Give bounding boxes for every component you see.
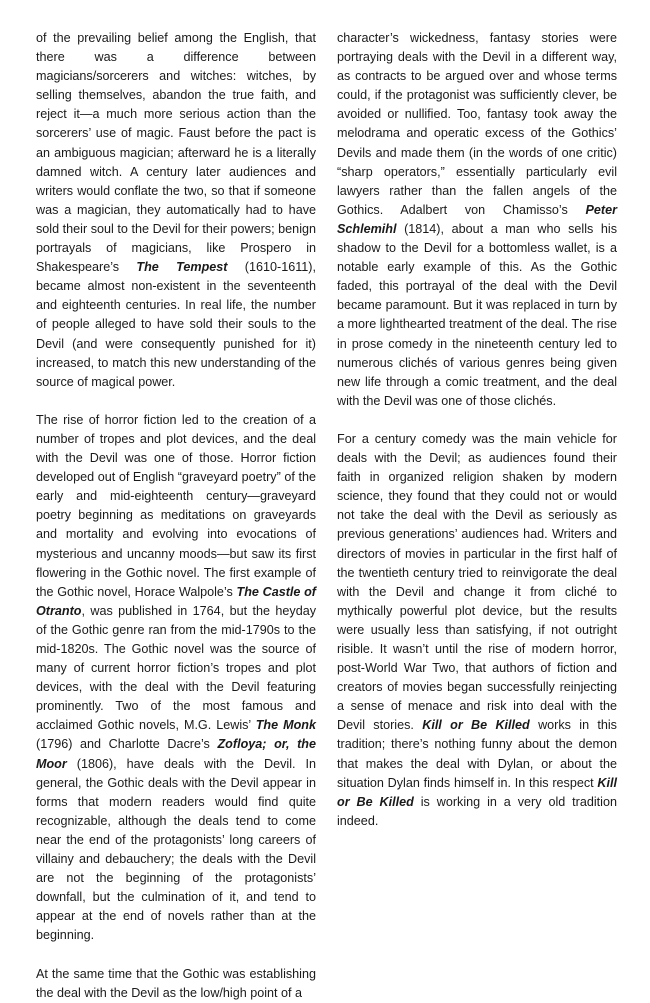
work-title: Peter Schlemihl: [337, 202, 617, 236]
paragraph: [36, 411, 316, 946]
body-text: (1814), about a man who sells his shadow to the Devil for a bottomless wallet, is a notable early example of this. As the Gothic faded, this portrayal of the deal with the Devil became paramount. But it was replaced in turn by a more lighthearted treatment of the deal. The rise in prose comedy in the nineteenth century led to numerous clichés of various genres being given new life through a comic treatment, and the deal with the Devil was one of those clichés.: [337, 221, 617, 408]
work-title: Kill or Be Killed: [422, 718, 530, 733]
right-column: [337, 29, 617, 831]
left-column: [36, 29, 316, 1003]
work-title: The Tempest: [136, 260, 228, 275]
paragraph: [337, 430, 617, 831]
paragraph: [36, 965, 316, 1003]
body-text: At the same time that the Gothic was establishing the deal with the Devil as the low/high point of a: [36, 966, 316, 1000]
body-text: The rise of horror fiction led to the creation of a number of tropes and plot devices, and the deal with the Devil was one of those. Horror fiction developed out of English “graveyard poetry” of the early and mid-eighteenth century—graveyard poetry beginning as meditations on graveyards and mortality and evolving into evocations of mysterious and uncanny moods—but saw its first flowering in the Gothic novel. The first example of the Gothic novel, Horace Walpole’s: [36, 412, 316, 599]
body-text: character’s wickedness, fantasy stories were portraying deals with the Devil in a different way, as contracts to be argued over and whose terms could, if the protagonist was sufficiently clever, be avoided or nullified. Too, fantasy took away the melodrama and operatic excess of the Gothics’ Devils and made them (in the words of one critic) “sharp operators,” essentially particularly evil lawyers rather than the fallen angels of the Gothics. Adalbert von Chamisso’s: [337, 31, 617, 217]
paragraph: [337, 29, 617, 411]
work-title: Zofloya; or, the Moor: [36, 737, 316, 771]
body-text: is working in a very old tradition indeed.: [337, 794, 617, 828]
paragraph: [36, 29, 316, 392]
body-text: (1806), have deals with the Devil. In general, the Gothic deals with the Devil appear in forms that modern readers would find quite recognizable, although the deals tend to come near the end of the protagonists’ long careers of villainy and debauchery; the deals with the Devil are not the beginning of the protagonists’ downfall, but the culmination of it, and tend to appear at the end of novels rather than at the beginning.: [36, 756, 316, 943]
body-text: (1610-1611), became almost non-existent in the seventeenth and eighteenth centuries. In real life, the number of people alleged to have sold their souls to the Devil (and were consequently punished for it) increased, to match this new understanding of the source of magical power.: [36, 260, 316, 389]
work-title: The Monk: [255, 718, 316, 733]
body-text: (1796) and Charlotte Dacre’s: [36, 737, 218, 752]
work-title: Kill or Be Killed: [337, 775, 617, 809]
body-text: , was published in 1764, but the heyday of the Gothic genre ran from the mid-1790s to the mid-1820s. The Gothic novel was the source of many of current horror fiction’s tropes and plot devices, with the deal with the Devil featuring prominently. Two of the most famous and acclaimed Gothic novels, M.G. Lewis’: [36, 603, 316, 733]
body-text: of the prevailing belief among the English, that there was a difference between magicians/sorcerers and witches: witches, by selling themselves, abandon the true faith, and reject it—a much more serious action than the sorcerers’ use of magic. Faust before the pact is an ambiguous magician; afterward he is a literally damned witch. A century later audiences and writers would conflate the two, so that if someone was a magician, they automatically had to have sold their soul to the Devil for their powers; benign portrayals of magicians, like Prospero in Shakespeare’s: [36, 31, 316, 275]
body-text: For a century comedy was the main vehicle for deals with the Devil; as audiences found their faith in organized religion shaken by modern science, they found that they could not or would not take the deal with the Devil as seriously as previous generations’ audiences had. Writers and directors of movies in particular in the first half of the twentieth century tried to reinvigorate the deal with the Devil and change it from cliché to mythically powerful plot device, but the results were usually less than satisfying, if not outright risible. It wasn’t until the rise of modern horror, post-World War Two, that authors of fiction and creators of movies began successfully reinjecting a sense of menace and risk into deal with the Devil stories.: [337, 431, 617, 733]
work-title: The Castle of Otranto: [36, 584, 316, 618]
body-text: works in this tradition; there’s nothing funny about the demon that makes the deal with Dylan, or about the situation Dylan finds himself in. In this respect: [337, 718, 617, 790]
